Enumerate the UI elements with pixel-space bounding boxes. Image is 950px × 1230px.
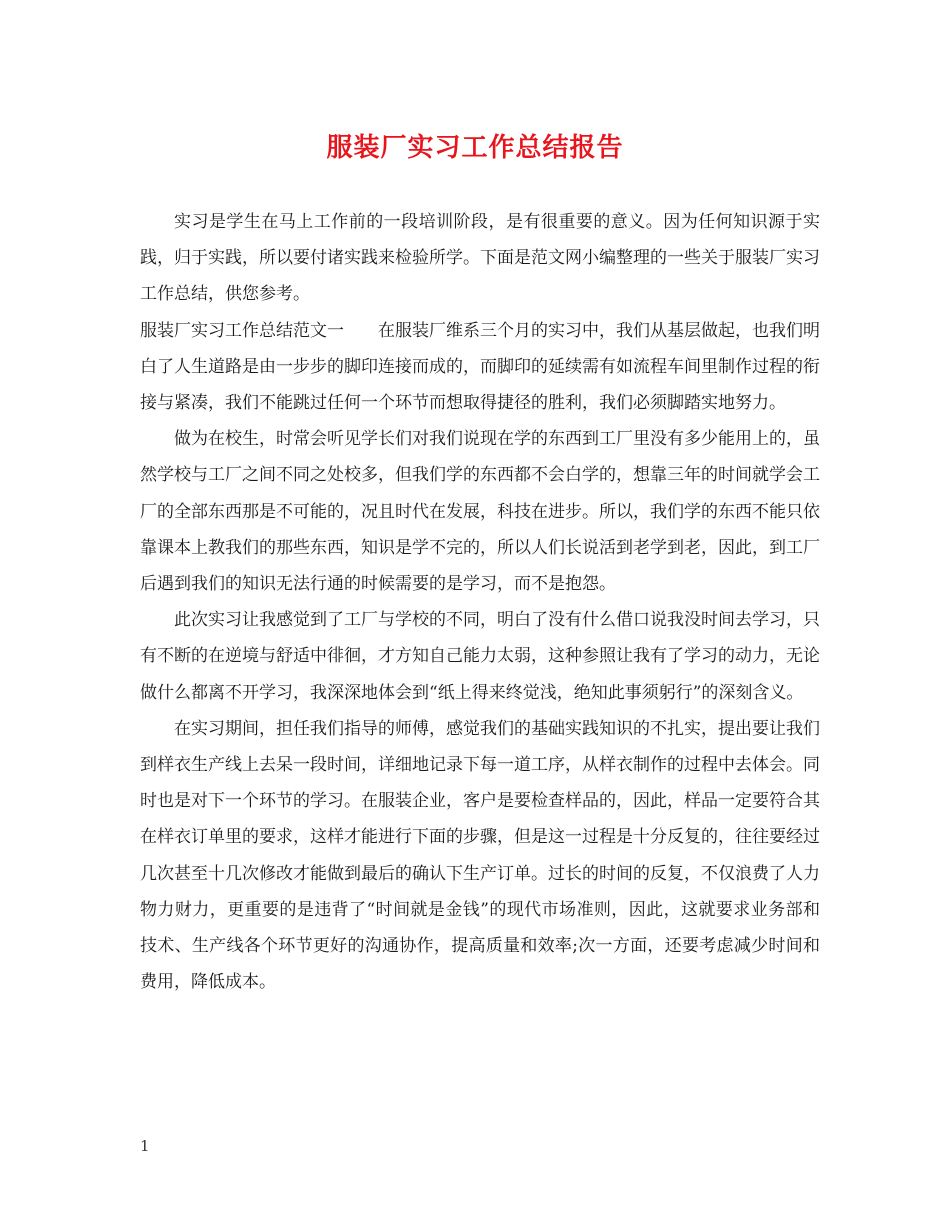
paragraph-student-perspective: 做为在校生，时常会听见学长们对我们说现在学的东西到工厂里没有多少能用上的，虽然学校与工厂之间不同之处校多，但我们学的东西都不会白学的，想靠三年的时间就学会工厂的全部东西那是不可能的，况且时代在发展，科技在进步。所以，我们学的东西不能只依靠课本上教我们的那些东西，知识是学不完的，所以人们长说活到老学到老，因此，到工厂后遇到我们的知识无法行通的时候需要的是学习，而不是抱怨。 (140, 429, 820, 595)
paragraph-internship-insight: 此次实习让我感觉到了工厂与学校的不同，明白了没有什么借口说我没时间去学习，只有不断的在逆境与舒适中徘徊，才方知自己能力太弱，这种参照让我有了学习的动力，无论做什么都离不开学习，我深深地体会到“纸上得来终觉浅，绝知此事须躬行”的深刻含义。 (140, 610, 820, 703)
page-number: 1 (140, 1137, 150, 1155)
document-title: 服装厂实习工作总结报告 (326, 133, 624, 163)
paragraph-intro: 实习是学生在马上工作前的一段培训阶段，是有很重要的意义。因为任何知识源于实践，归于实践，所以要付诸实践来检验所学。下面是范文网小编整理的一些关于服装厂实习工作总结，供您参考。 (140, 212, 820, 305)
paragraph-sample-one: 服装厂实习工作总结范文一 在服装厂维系三个月的实习中，我们从基层做起，也我们明白了人生道路是由一步步的脚印连接而成的，而脚印的延续需有如流程车间里制作过程的衔接与紧凑，我们不能跳过任何一个环节而想取得捷径的胜利，我们必须脚踏实地努力。 (140, 320, 820, 414)
paragraph-mentor-guidance: 在实习期间，担任我们指导的师傅，感觉我们的基础实践知识的不扎实，提出要让我们到样衣生产线上去呆一段时间，详细地记录下每一道工序，从样衣制作的过程中去体会。同时也是对下一个环节的学习。在服装企业，客户是要检查样品的，因此，样品一定要符合其在样衣订单里的要求，这样才能进行下面的步骤，但是这一过程是十分反复的，往往要经过几次甚至十几次修改才能做到最后的确认下生产订单。过长的时间的反复，不仅浪费了人力物力财力，更重要的是违背了“时间就是金钱”的现代市场准则，因此，这就要求业务部和技术、生产线各个环节更好的沟通协作，提高质量和效率;次一方面，还要考虑减少时间和费用，降低成本。 (140, 718, 820, 993)
document-body (140, 204, 820, 1000)
